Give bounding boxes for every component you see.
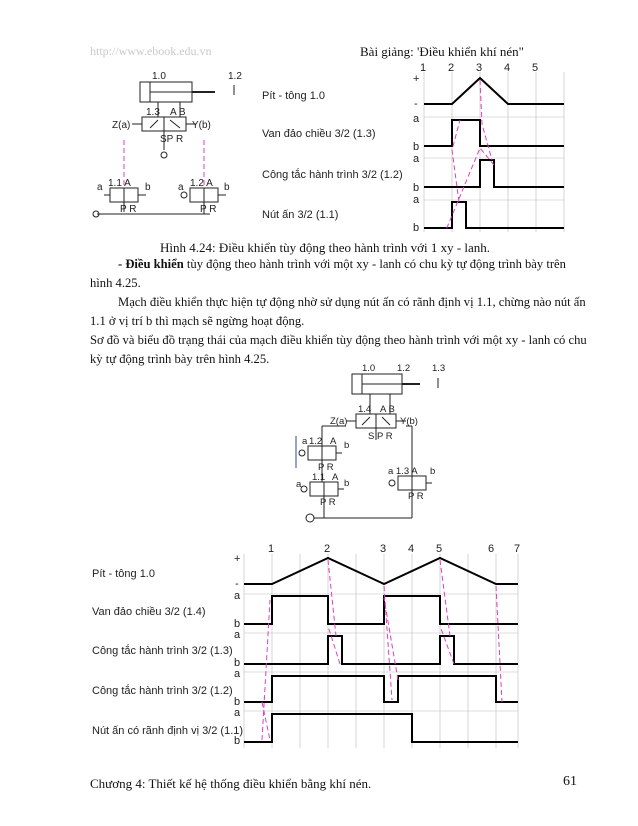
figure-4-25-circuit [0, 360, 638, 530]
f1-valve-yb: Y(b) [192, 120, 211, 131]
paragraph-1 [90, 255, 590, 293]
f2-a1: a [234, 590, 241, 602]
f2-step-3: 3 [380, 543, 387, 555]
f1-a2: a [413, 153, 420, 165]
f1-b3: b [413, 222, 420, 234]
f1-valve-id: 1.3 [146, 107, 160, 118]
f2-v12-A: A [330, 436, 337, 447]
f1-label-2: Công tắc hành trình 3/2 (1.2) [262, 169, 403, 181]
circuit-1 [93, 82, 234, 217]
f1-v11-id: 1.1 A [108, 178, 131, 189]
f2-v12-b: b [344, 440, 350, 451]
f2-valve-id: 1.4 [358, 404, 372, 415]
f2-minus: - [235, 578, 239, 590]
paragraph-2: Mạch điều khiển thực hiện tự động nhờ sử dụng nút ấn có rãnh định vị 1.1, chừng nào nút ấn 1.1 ở vị trí b thì mạch sẽ ngừng hoạt động. [90, 295, 586, 328]
figure-caption: Hình 4.24: Điều khiển tùy động theo hành trình với 1 xy - lanh. [160, 240, 491, 255]
f2-v12-a: a [302, 436, 308, 447]
f2-v13-id: a 1.3 A [388, 466, 418, 477]
f2-v13-pr: P R [408, 491, 424, 502]
header-title: Bài giảng: 'Điều khiển khí nén" [360, 44, 524, 59]
f2-v11-pr: P R [320, 497, 336, 508]
f2-step-6: 6 [488, 543, 495, 555]
f1-cyl-code: 1.2 [228, 71, 242, 82]
f1-a3: a [413, 194, 420, 206]
f2-step-1: 1 [268, 543, 275, 555]
f1-label-3: Nút ấn 3/2 (1.1) [262, 209, 339, 221]
f2-label-1: Van đảo chiều 3/2 (1.4) [92, 606, 206, 618]
f1-v11-a: a [97, 182, 103, 193]
f1-b2: b [413, 182, 420, 194]
f2-b2: b [234, 657, 241, 669]
f1-v12-pr: P R [200, 204, 217, 215]
f1-step-4: 4 [504, 62, 511, 74]
f2-label-3: Công tắc hành trình 3/2 (1.2) [92, 685, 233, 697]
f2-v12-id: 1.2 [309, 436, 323, 447]
f2-label-2: Công tắc hành trình 3/2 (1.3) [92, 645, 233, 657]
footer-chapter: Chương 4: Thiết kế hệ thống điều khiển bằng khí nén. [90, 776, 372, 791]
f1-v12-b: b [224, 182, 230, 193]
f1-minus: - [414, 98, 418, 110]
f1-label-1: Van đảo chiều 3/2 (1.3) [262, 128, 376, 140]
f1-step-2: 2 [448, 62, 455, 74]
f1-b1: b [413, 141, 420, 153]
f1-v12-id: 1.2 A [190, 178, 213, 189]
f2-a4: a [234, 707, 241, 719]
f1-step-5: 5 [532, 62, 539, 74]
paragraph-3: Sơ đồ và biểu đồ trạng thái của mạch điều khiển tùy động theo hành trình với một xy - lanh có chu kỳ tự động trình bày trên hình 4.25. [90, 333, 587, 366]
f2-b1: b [234, 618, 241, 630]
f2-label-4: Nút ấn có rãnh định vị 3/2 (1.1) [92, 725, 244, 737]
f2-step-4: 4 [408, 543, 415, 555]
figure-4-24 [0, 0, 638, 240]
f1-v12-a: a [178, 182, 184, 193]
f1-v11-b: b [145, 182, 151, 193]
f1-a1: a [413, 113, 420, 125]
f1-valve-ab: A B [170, 107, 186, 118]
f2-v11-b: b [344, 478, 350, 489]
paragraph-1-bold: - Điều khiển [118, 257, 184, 271]
f1-plus: + [413, 73, 420, 85]
f2-cyl-label: 1.0 [362, 363, 376, 374]
f1-valve-za: Z(a) [112, 120, 131, 131]
f2-a2: a [234, 629, 241, 641]
f2-v11-id: 1.1 [312, 472, 326, 483]
f2-b3: b [234, 696, 241, 708]
page-number: 61 [563, 774, 577, 789]
f2-v12-pr: P R [318, 462, 334, 473]
f2-valve-za: Z(a) [330, 416, 348, 427]
f2-label-0: Pít - tông 1.0 [92, 568, 155, 580]
f2-b4: b [234, 735, 241, 747]
f2-plus: + [234, 553, 241, 565]
f1-step-1: 1 [420, 62, 427, 74]
header-url: http://www.ebook.edu.vn [90, 44, 212, 58]
f2-valve-ab: A B [380, 404, 395, 415]
f2-a3: a [234, 668, 241, 680]
f2-valve-yb: Y(b) [400, 416, 418, 427]
f2-step-5: 5 [436, 543, 443, 555]
f2-step-2: 2 [324, 543, 331, 555]
f1-step-3: 3 [476, 62, 483, 74]
f2-v11-a: a [296, 479, 302, 490]
f2-valve-spr: S P R [368, 431, 393, 442]
f1-label-0: Pít - tông 1.0 [262, 90, 325, 102]
f2-step-7: 7 [514, 543, 521, 555]
paragraph-1-rest: tùy động theo hành trình với một xy - lanh có chu kỳ tự động trình bày trên hình 4.25. [90, 257, 566, 290]
f2-v11-A: A [332, 472, 339, 483]
f1-valve-spr: SP R [160, 134, 184, 145]
f2-c13: 1.3 [432, 363, 446, 374]
f2-c12: 1.2 [397, 363, 411, 374]
f1-cyl-label: 1.0 [152, 71, 166, 82]
state-diagram-1 [413, 62, 564, 234]
f2-v13-b: b [430, 466, 436, 477]
f1-v11-pr: P R [120, 204, 137, 215]
figure-4-25-diagram [0, 540, 638, 760]
